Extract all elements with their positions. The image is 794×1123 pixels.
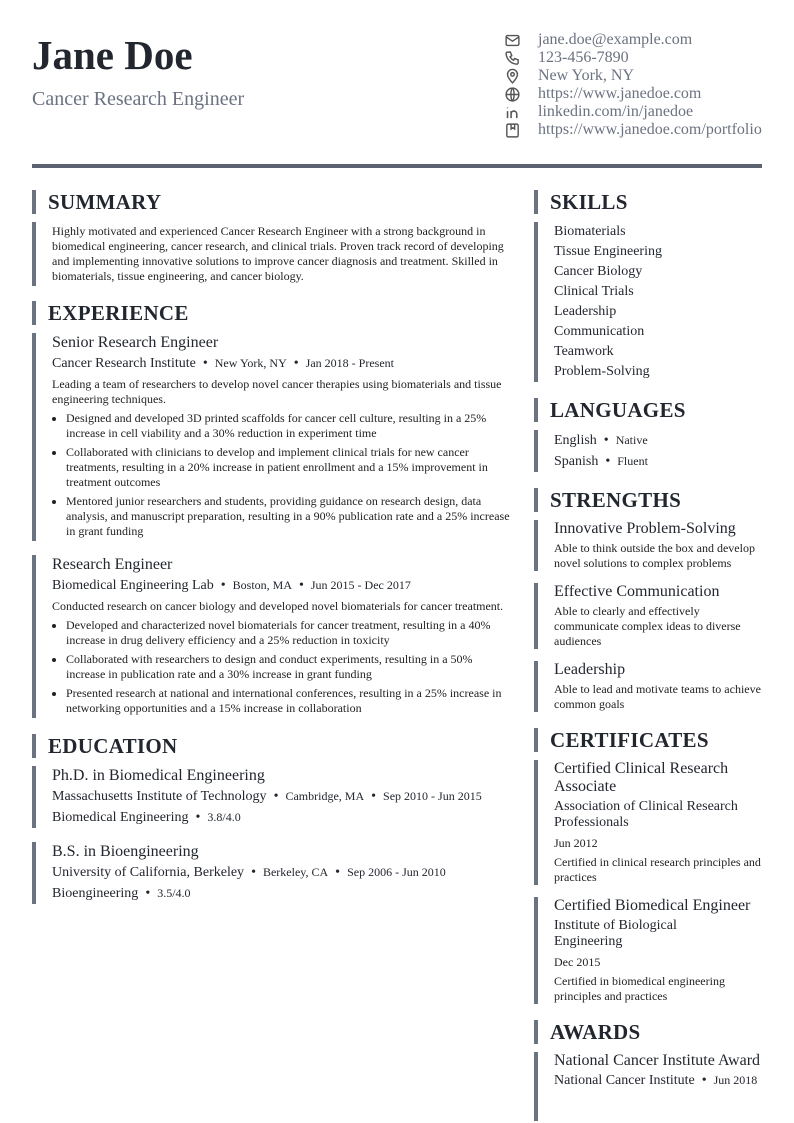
language-item: English • Native bbox=[554, 433, 648, 448]
location-icon bbox=[504, 68, 521, 85]
strength-title: Innovative Problem-Solving bbox=[554, 520, 736, 537]
skills-section bbox=[534, 190, 764, 382]
contact-list bbox=[504, 31, 762, 139]
job-bullets bbox=[52, 411, 512, 539]
school-meta: Massachusetts Institute of Technology • Cambridge, MA • Sep 2010 - Jun 2015 bbox=[52, 789, 482, 804]
job-dates: Jun 2015 - Dec 2017 bbox=[310, 578, 411, 592]
contact-phone-text[interactable]: 123-456-7890 bbox=[538, 49, 629, 66]
field-of-study: Biomedical Engineering bbox=[52, 810, 189, 825]
field-meta: Biomedical Engineering • 3.8/4.0 bbox=[52, 810, 241, 825]
school-location: Cambridge, MA bbox=[285, 789, 365, 803]
certificate-title: Certified Clinical Research Associate bbox=[554, 760, 729, 795]
linkedin-icon bbox=[504, 104, 521, 121]
contact-linkedin bbox=[504, 103, 762, 121]
school-name: University of California, Berkeley bbox=[52, 865, 245, 880]
languages-heading: LANGUAGES bbox=[534, 398, 764, 422]
job-location: Boston, MA bbox=[232, 578, 292, 592]
skill-item: Problem-Solving bbox=[554, 364, 650, 379]
skill-item: Clinical Trials bbox=[554, 284, 634, 299]
strength-title: Effective Communication bbox=[554, 583, 720, 600]
certificate-issuer: Association of Clinical Research Professionals bbox=[554, 799, 738, 830]
strengths-heading: STRENGTHS bbox=[534, 488, 764, 512]
school-name: Massachusetts Institute of Technology bbox=[52, 789, 267, 804]
summary-block bbox=[32, 222, 512, 286]
award-entry bbox=[534, 1052, 764, 1121]
language-item: Spanish • Fluent bbox=[554, 454, 648, 469]
school-dates: Sep 2006 - Jun 2010 bbox=[347, 865, 446, 879]
job-bullet: • Developed and characterized novel biomaterials for cancer treatment, resulting in a 40% increase in drug delivery efficiency and a 25% reduction in toxicity bbox=[66, 618, 512, 648]
gpa: 3.8/4.0 bbox=[207, 810, 241, 824]
degree-title: Ph.D. in Biomedical Engineering bbox=[52, 767, 265, 784]
award-date: Jun 2018 bbox=[713, 1073, 758, 1087]
school-location: Berkeley, CA bbox=[262, 865, 329, 879]
contact-portfolio bbox=[504, 121, 762, 139]
skill-item: Leadership bbox=[554, 304, 617, 319]
strength-entry bbox=[534, 583, 764, 649]
job-bullet: • Designed and developed 3D printed scaffolds for cancer cell culture, resulting in a 25% increase in cell viability and a 30% reduction in experiment time bbox=[66, 411, 512, 441]
school-meta: University of California, Berkeley • Berkeley, CA • Sep 2006 - Jun 2010 bbox=[52, 865, 446, 880]
award-meta: National Cancer Institute • Jun 2018 bbox=[554, 1073, 758, 1088]
job-entry bbox=[32, 333, 512, 541]
bookmark-icon bbox=[504, 122, 521, 139]
job-meta: Cancer Research Institute • New York, NY • Jan 2018 - Present bbox=[52, 356, 394, 371]
job-bullet: • Collaborated with researchers to design and conduct experiments, resulting in a 50% increase in publication rate and a 30% increase in grant funding bbox=[66, 652, 512, 682]
certificate-entry bbox=[534, 760, 764, 885]
job-org: Cancer Research Institute bbox=[52, 356, 196, 371]
language-name: English bbox=[554, 433, 597, 448]
candidate-title: Cancer Research Engineer bbox=[32, 88, 245, 110]
awards-section bbox=[534, 1020, 764, 1121]
field-meta: Bioengineering • 3.5/4.0 bbox=[52, 886, 191, 901]
award-org: National Cancer Institute bbox=[554, 1073, 695, 1088]
strength-entry bbox=[534, 661, 764, 712]
skill-item: Biomaterials bbox=[554, 224, 626, 239]
certificates-heading: CERTIFICATES bbox=[534, 728, 764, 752]
summary-text: Highly motivated and experienced Cancer Research Engineer with a strong background in biomedical engineering, cancer research, and clinical trials. Proven track record of developing and implementing innovative solutions to improve cancer diagnosis and treatment. Skilled in biomaterials, tissue engineering, and cancer biology. bbox=[52, 224, 504, 283]
languages-list bbox=[534, 430, 764, 472]
experience-section bbox=[32, 301, 512, 718]
award-title: National Cancer Institute Award bbox=[554, 1052, 761, 1069]
education-heading: EDUCATION bbox=[32, 734, 512, 758]
strength-description: Able to clearly and effectively communicate complex ideas to diverse audiences bbox=[554, 604, 741, 648]
certificates-section bbox=[534, 728, 764, 1004]
certificate-description: Certified in clinical research principles and practices bbox=[554, 855, 761, 884]
strength-title: Leadership bbox=[554, 661, 626, 678]
certificate-date: Dec 2015 bbox=[554, 955, 601, 969]
job-bullets bbox=[52, 618, 512, 716]
summary-heading: SUMMARY bbox=[32, 190, 512, 214]
education-entry bbox=[32, 842, 512, 904]
gpa: 3.5/4.0 bbox=[157, 886, 191, 900]
contact-website-text[interactable]: https://www.janedoe.com bbox=[538, 85, 702, 102]
contact-website bbox=[504, 85, 762, 103]
contact-linkedin-text[interactable]: linkedin.com/in/janedoe bbox=[538, 103, 694, 120]
job-description: Conducted research on cancer biology and developed novel biomaterials for cancer treatment. bbox=[52, 599, 504, 613]
awards-heading: AWARDS bbox=[534, 1020, 764, 1044]
summary-section bbox=[32, 190, 512, 286]
certificate-entry bbox=[534, 897, 764, 1004]
job-title: Research Engineer bbox=[52, 556, 173, 573]
job-bullet: • Collaborated with clinicians to develop and implement clinical trials for new cancer treatments, resulting in a 20% increase in patient enrollment and a 15% improvement in treatment outcomes bbox=[66, 445, 512, 490]
field-of-study: Bioengineering bbox=[52, 886, 139, 901]
job-meta: Biomedical Engineering Lab • Boston, MA • Jun 2015 - Dec 2017 bbox=[52, 578, 411, 593]
job-title: Senior Research Engineer bbox=[52, 334, 219, 351]
phone-icon bbox=[504, 50, 521, 67]
strengths-section bbox=[534, 488, 764, 712]
header-divider bbox=[32, 164, 762, 168]
left-column bbox=[32, 190, 512, 904]
language-level: Fluent bbox=[617, 454, 648, 468]
languages-section bbox=[534, 398, 764, 472]
contact-email-text[interactable]: jane.doe@example.com bbox=[538, 31, 693, 48]
job-org: Biomedical Engineering Lab bbox=[52, 578, 214, 593]
certificate-description: Certified in biomedical engineering principles and practices bbox=[554, 974, 725, 1003]
contact-location bbox=[504, 67, 762, 85]
contact-email bbox=[504, 31, 762, 49]
skill-item: Cancer Biology bbox=[554, 264, 643, 279]
contact-portfolio-text[interactable]: https://www.janedoe.com/portfolio bbox=[538, 121, 762, 138]
school-dates: Sep 2010 - Jun 2015 bbox=[383, 789, 482, 803]
skills-heading: SKILLS bbox=[534, 190, 764, 214]
job-location: New York, NY bbox=[214, 356, 287, 370]
skill-item: Tissue Engineering bbox=[554, 244, 662, 259]
job-bullet: • Presented research at national and international conferences, resulting in a 25% increase in networking opportunities and a 15% increase in collaboration bbox=[66, 686, 512, 716]
language-level: Native bbox=[615, 433, 648, 447]
certificate-title: Certified Biomedical Engineer bbox=[554, 897, 751, 914]
right-column bbox=[534, 190, 764, 1121]
email-icon bbox=[504, 32, 521, 49]
candidate-name: Jane Doe bbox=[32, 32, 193, 78]
skills-list bbox=[534, 222, 764, 382]
strength-description: Able to think outside the box and develop novel solutions to complex problems bbox=[554, 541, 755, 570]
education-entry bbox=[32, 766, 512, 828]
job-description: Leading a team of researchers to develop novel cancer therapies using biomaterials and tissue engineering techniques. bbox=[52, 377, 502, 406]
experience-heading: EXPERIENCE bbox=[32, 301, 512, 325]
globe-icon bbox=[504, 86, 521, 103]
job-dates: Jan 2018 - Present bbox=[305, 356, 394, 370]
job-entry bbox=[32, 555, 512, 718]
strength-entry bbox=[534, 520, 764, 571]
contact-phone bbox=[504, 49, 762, 67]
skill-item: Teamwork bbox=[554, 344, 614, 359]
education-section bbox=[32, 734, 512, 904]
degree-title: B.S. in Bioengineering bbox=[52, 843, 199, 860]
job-bullet: • Mentored junior researchers and students, providing guidance on research design, data analysis, and manuscript preparation, resulting in a 90% publication rate and a 25% increase in grant funding bbox=[66, 494, 512, 539]
skill-item: Communication bbox=[554, 324, 645, 339]
contact-location-text: New York, NY bbox=[538, 67, 635, 84]
certificate-date: Jun 2012 bbox=[554, 836, 598, 850]
certificate-issuer: Institute of Biological Engineering bbox=[554, 918, 677, 949]
strength-description: Able to lead and motivate teams to achieve common goals bbox=[554, 682, 761, 711]
language-name: Spanish bbox=[554, 454, 599, 469]
